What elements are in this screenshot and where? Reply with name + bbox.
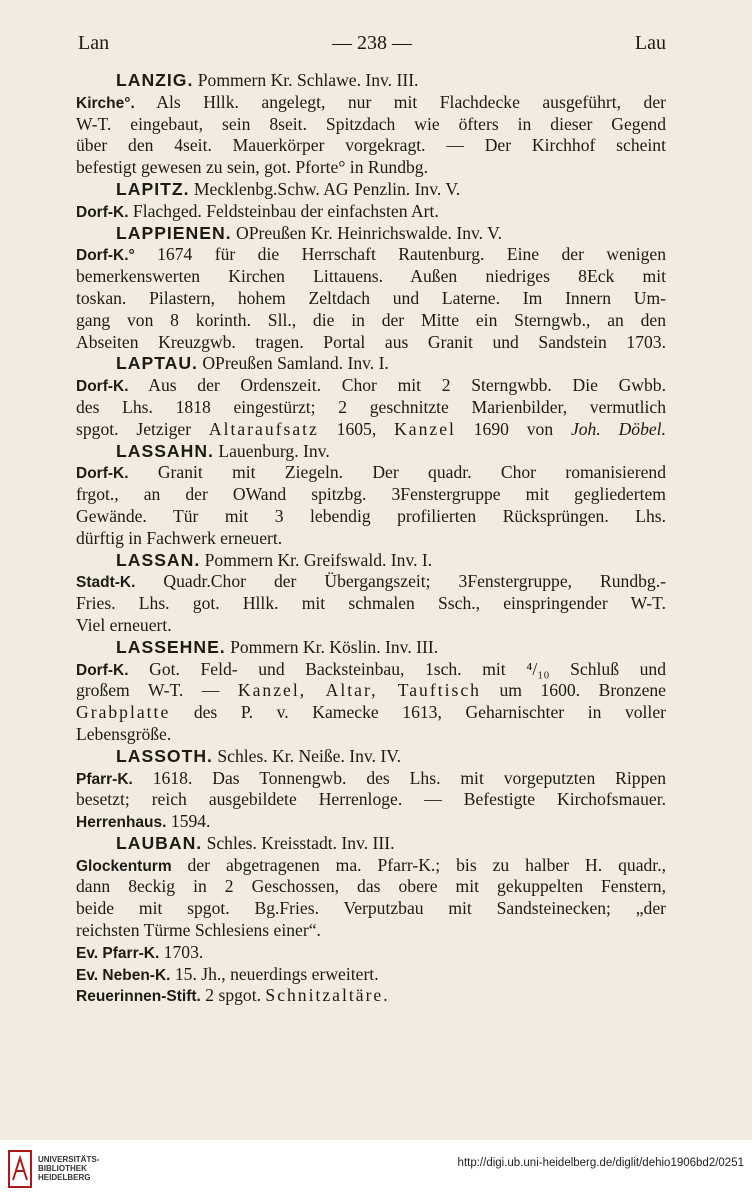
text-run: dürftig in Fachwerk erneuert. — [76, 527, 283, 548]
text-run: Als Hllk. angelegt, nur mit Flachdecke ausgeführt, der — [134, 91, 666, 112]
text-run: spgot. Jetziger — [76, 418, 209, 439]
text-run: Kanzel — [394, 418, 456, 439]
text-run: großem W-T. — — [76, 680, 238, 701]
text-line — [76, 419, 666, 441]
text-run: Altaraufsatz — [208, 418, 319, 439]
building-label: Stadt-K. — [76, 574, 136, 592]
place-name: LANZIG. — [116, 70, 194, 90]
text-run: Pommern Kr. Schlawe. Inv. III. — [193, 70, 419, 90]
text-line — [76, 724, 666, 746]
text-line — [76, 135, 666, 157]
text-run: reichsten Türme Schlesiens einer“. — [76, 920, 321, 941]
text-run: dann 8eckig in 2 Geschossen, das obere mit gekuppelten Fenstern, — [76, 876, 666, 897]
text-run: über den 4seit. Mauerkörper vorgekragt. — Der Kirchhof scheint — [76, 135, 666, 156]
text-line — [76, 528, 666, 550]
text-line — [76, 942, 666, 964]
entry-heading-line — [76, 353, 666, 375]
text-line — [76, 920, 666, 942]
building-label: Glockenturm — [76, 857, 172, 875]
text-run: beide mit spgot. Bg.Fries. Verputzbau mit Sandsteinecken; „der — [76, 898, 666, 919]
source-url-link[interactable]: http://digi.ub.uni-heidelberg.de/diglit/dehio1906bd2/0251 — [457, 1157, 744, 1169]
text-line — [76, 571, 666, 593]
text-run: Fries. Lhs. got. Hllk. mit schmalen Ssch., einspringender W-T. — [76, 593, 666, 614]
text-line — [76, 310, 666, 332]
text-run: Grabplatte — [76, 702, 171, 723]
building-label: Dorf-K. — [76, 661, 129, 679]
building-label: Reuerinnen-Stift. — [76, 988, 201, 1006]
text-run: 1690 von — [455, 418, 571, 439]
place-name: LASSAHN. — [116, 440, 214, 461]
building-label: Dorf-K. — [76, 203, 129, 221]
text-run: 1703. — [159, 941, 204, 962]
text-line — [76, 506, 666, 528]
text-run: gang von 8 korinth. Sll., die in der Mitte ein Sterngwb., an den — [76, 309, 666, 330]
text-run: Viel erneuert. — [76, 614, 172, 635]
place-name: LASSAN. — [116, 549, 201, 570]
text-line — [76, 114, 666, 136]
text-run: Kanzel, Altar, Tauftisch — [237, 680, 481, 701]
text-run: Granit mit Ziegeln. Der quadr. Chor romanisierend — [128, 462, 666, 483]
text-run: Lebensgröße. — [76, 723, 172, 744]
text-line — [76, 855, 666, 877]
text-run: der abgetragenen ma. Pfarr-K.; bis zu halber H. quadr., — [171, 854, 666, 875]
building-label: Dorf-K. — [76, 465, 129, 483]
text-line — [76, 397, 666, 419]
text-run: Pommern Kr. Greifswald. Inv. I. — [200, 549, 433, 570]
entry-heading-line — [76, 637, 666, 659]
text-line — [76, 702, 666, 724]
text-run: des Lhs. 1818 eingestürzt; 2 geschnitzte Marienbilder, vermutlich — [76, 396, 666, 417]
place-name: LAUBAN. — [116, 832, 203, 853]
entry-heading-line — [76, 746, 666, 768]
text-run: Mecklenbg.Schw. AG Penzlin. Inv. V. — [189, 178, 461, 199]
text-run: Schles. Kr. Neiße. Inv. IV. — [212, 745, 402, 766]
text-line — [76, 157, 666, 179]
text-run: Abseiten Kreuzgwb. tragen. Portal aus Granit und Sandstein 1703. — [76, 331, 666, 352]
text-run: Aus der Ordenszeit. Chor mit 2 Sterngwbb. Die Gwbb. — [128, 375, 666, 396]
text-line — [76, 789, 666, 811]
text-run: 1674 für die Herrschaft Rautenburg. Eine der wenigen — [134, 244, 666, 265]
page-number: — 238 — — [332, 32, 412, 54]
text-line — [76, 593, 666, 615]
text-line — [76, 288, 666, 310]
building-label: Ev. Pfarr-K. — [76, 944, 160, 962]
text-line — [76, 462, 666, 484]
building-label: Ev. Neben-K. — [76, 966, 171, 984]
place-name: LASSOTH. — [116, 745, 213, 766]
building-label: Herrenhaus. — [76, 814, 167, 832]
text-line — [76, 484, 666, 506]
text-run: 1605, — [318, 418, 395, 439]
text-run: OPreußen Kr. Heinrichswalde. Inv. V. — [231, 222, 502, 243]
text-line — [76, 985, 666, 1007]
building-label: Dorf-K. — [76, 378, 129, 396]
text-run: toskan. Pilastern, hohem Zeltdach und Laterne. Im Innern Um- — [76, 287, 666, 308]
text-line — [76, 898, 666, 920]
text-line — [76, 375, 666, 397]
text-run: Schles. Kreisstadt. Inv. III. — [202, 832, 395, 853]
text-run: Pommern Kr. Köslin. Inv. III. — [225, 636, 439, 657]
text-line — [76, 615, 666, 637]
text-line — [76, 201, 666, 223]
place-name: LASSEHNE. — [116, 636, 226, 657]
library-name-line: UNIVERSITÄTS- — [38, 1155, 100, 1164]
text-run: des P. v. Kamecke 1613, Geharnischter in voller — [170, 702, 666, 723]
text-run: 1618. Das Tonnengwb. des Lhs. mit vorgeputzten Rippen — [132, 767, 666, 788]
text-run: OPreußen Samland. Inv. I. — [197, 353, 389, 374]
text-run: Quadr.Chor der Übergangszeit; 3Fenstergruppe, Rundbg.- — [135, 571, 666, 592]
text-run: um 1600. Bronzene — [480, 680, 666, 701]
text-line — [76, 768, 666, 790]
text-line — [76, 659, 666, 681]
entry-heading-line — [76, 550, 666, 572]
library-name — [38, 1155, 99, 1182]
entry-heading-line — [76, 223, 666, 245]
text-run: Got. Feld- und Backsteinbau, 1sch. mit ⁴/₁₀ Schluß und — [128, 658, 666, 679]
text-line — [76, 266, 666, 288]
text-line — [76, 876, 666, 898]
header-right-keyword: Lau — [634, 32, 666, 54]
text-line — [76, 244, 666, 266]
entry-heading-line — [76, 833, 666, 855]
text-run: 15. Jh., neuerdings erweitert. — [170, 963, 379, 984]
body-text — [76, 70, 666, 1007]
text-run: Gewände. Tür mit 3 lebendig profilierten Rücksprüngen. Lhs. — [76, 505, 666, 526]
building-label: Pfarr-K. — [76, 770, 133, 788]
header-left-keyword: Lan — [78, 32, 110, 54]
text-run: 1594. — [166, 811, 211, 832]
text-run: befestigt gewesen zu sein, got. Pforte° in Rundbg. — [76, 157, 429, 178]
text-run: Joh. Döbel. — [570, 418, 666, 439]
footer-bar — [0, 1140, 752, 1197]
text-line — [76, 92, 666, 114]
text-run: Schnitzaltäre. — [265, 985, 390, 1006]
text-line — [76, 680, 666, 702]
place-name: LAPITZ. — [116, 178, 190, 199]
building-label: Kirche°. — [76, 94, 135, 112]
text-run: W-T. eingebaut, sein 8seit. Spitzdach wie öfters in dieser Gegend — [76, 113, 666, 134]
entry-heading-line — [76, 441, 666, 463]
text-line — [76, 332, 666, 354]
text-run: Lauenburg. Inv. — [213, 440, 330, 461]
text-run: besetzt; reich ausgebildete Herrenloge. — Befestigte Kirchofsmauer. — [76, 789, 666, 810]
building-label: Dorf-K.° — [76, 247, 135, 265]
library-name-line: HEIDELBERG — [38, 1173, 91, 1182]
place-name: LAPTAU. — [116, 353, 198, 374]
text-line — [76, 811, 666, 833]
place-name: LAPPIENEN. — [116, 222, 232, 243]
library-name-line: BIBLIOTHEK — [38, 1164, 87, 1173]
text-run: bemerkenswerten Kirchen Littauens. Außen niedriges 8Eck mit — [76, 266, 666, 287]
running-header — [78, 32, 666, 58]
library-logo-icon[interactable] — [8, 1150, 32, 1188]
text-run: Flachged. Feldsteinbau der einfachsten Art. — [128, 200, 439, 221]
text-run: 2 spgot. — [200, 985, 266, 1006]
entry-heading-line — [76, 179, 666, 201]
entry-heading-line — [76, 70, 666, 92]
text-run: frgot., an der OWand spitzbg. 3Fenstergruppe mit gegliedertem — [76, 484, 666, 505]
text-line — [76, 964, 666, 986]
